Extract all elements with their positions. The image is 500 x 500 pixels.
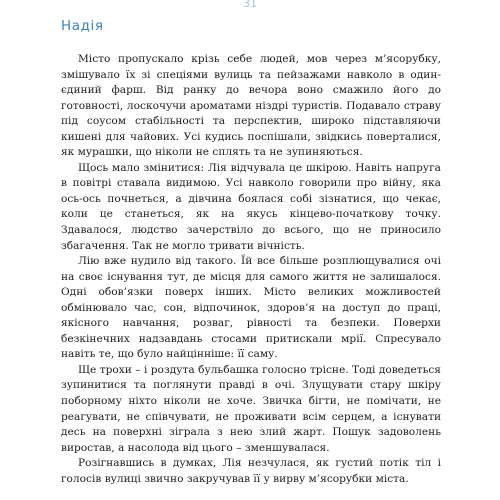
paragraph-5: Розігнавшись в думках, Лія незчулася, як густий потік тіл і голосів вулиці звично закручував її у вирву м’ясорубки міста.: [61, 457, 441, 485]
paragraph-3: Лію вже нудило від такого. Їй все більше розплющувалися очі на своє існування тут, де місця для самого життя не залишалося. Одні обов’язки поверх інших. Місто великих можливостей обмінювало час, сон, відпочинок, здоров’я на доступ до праці, якісного навчання, розваг, рівності та безпеки. Поверхи безкінечних надзавдань стосами притискали мрії. Спресувало навіть те, що було найцінніше: її саму.: [61, 255, 441, 361]
chapter-title: Надія: [61, 18, 104, 34]
paragraph-2: Щось мало змінитися: Лія відчувала це шкірою. Навіть напруга в повітрі ставала видимою. Усі навколо говорили про війну, яка ось-ось почнеться, а дівчина боялася собі зізнатися, що чекає, коли це станеться, як на якусь кінцево-початкову точку. Здавалося, людство зачерствіло до всього, що не приносило збагачення. Так не могло тривати вічність.: [61, 161, 441, 252]
page-number: 31: [243, 0, 257, 10]
text-body: [61, 52, 441, 487]
paragraph-1: Місто пропускало крізь себе людей, мов через м’ясорубку, змішувало їх зі спеціями вулиць та пейзажами навколо в один-єдиний фарш. Від ранку до вечора воно смажило його до готовності, лоскочучи ароматами ніздрі туристів. Подавало страву під соусом стабільності та перспектив, широко підставляючи кишені для чайових. Усі кудись поспішали, звідкись поверталися, як мурашки, що ніколи не сплять та не зупиняються.: [61, 53, 441, 159]
paragraph-4: Ще трохи – і роздута бульбашка голосно трісне. Тоді доведеться зупинитися та поглянути правді в очі. Злущувати стару шкіру поборному ніхто ніколи не хоче. Звичка бігти, не помічати, не реагувати, не співчувати, не проживати всім серцем, а існувати десь на поверхні зіграла з нею злий жарт. Пошук задоволень виростав, а насолода від цього – зменшувалася.: [61, 363, 441, 454]
